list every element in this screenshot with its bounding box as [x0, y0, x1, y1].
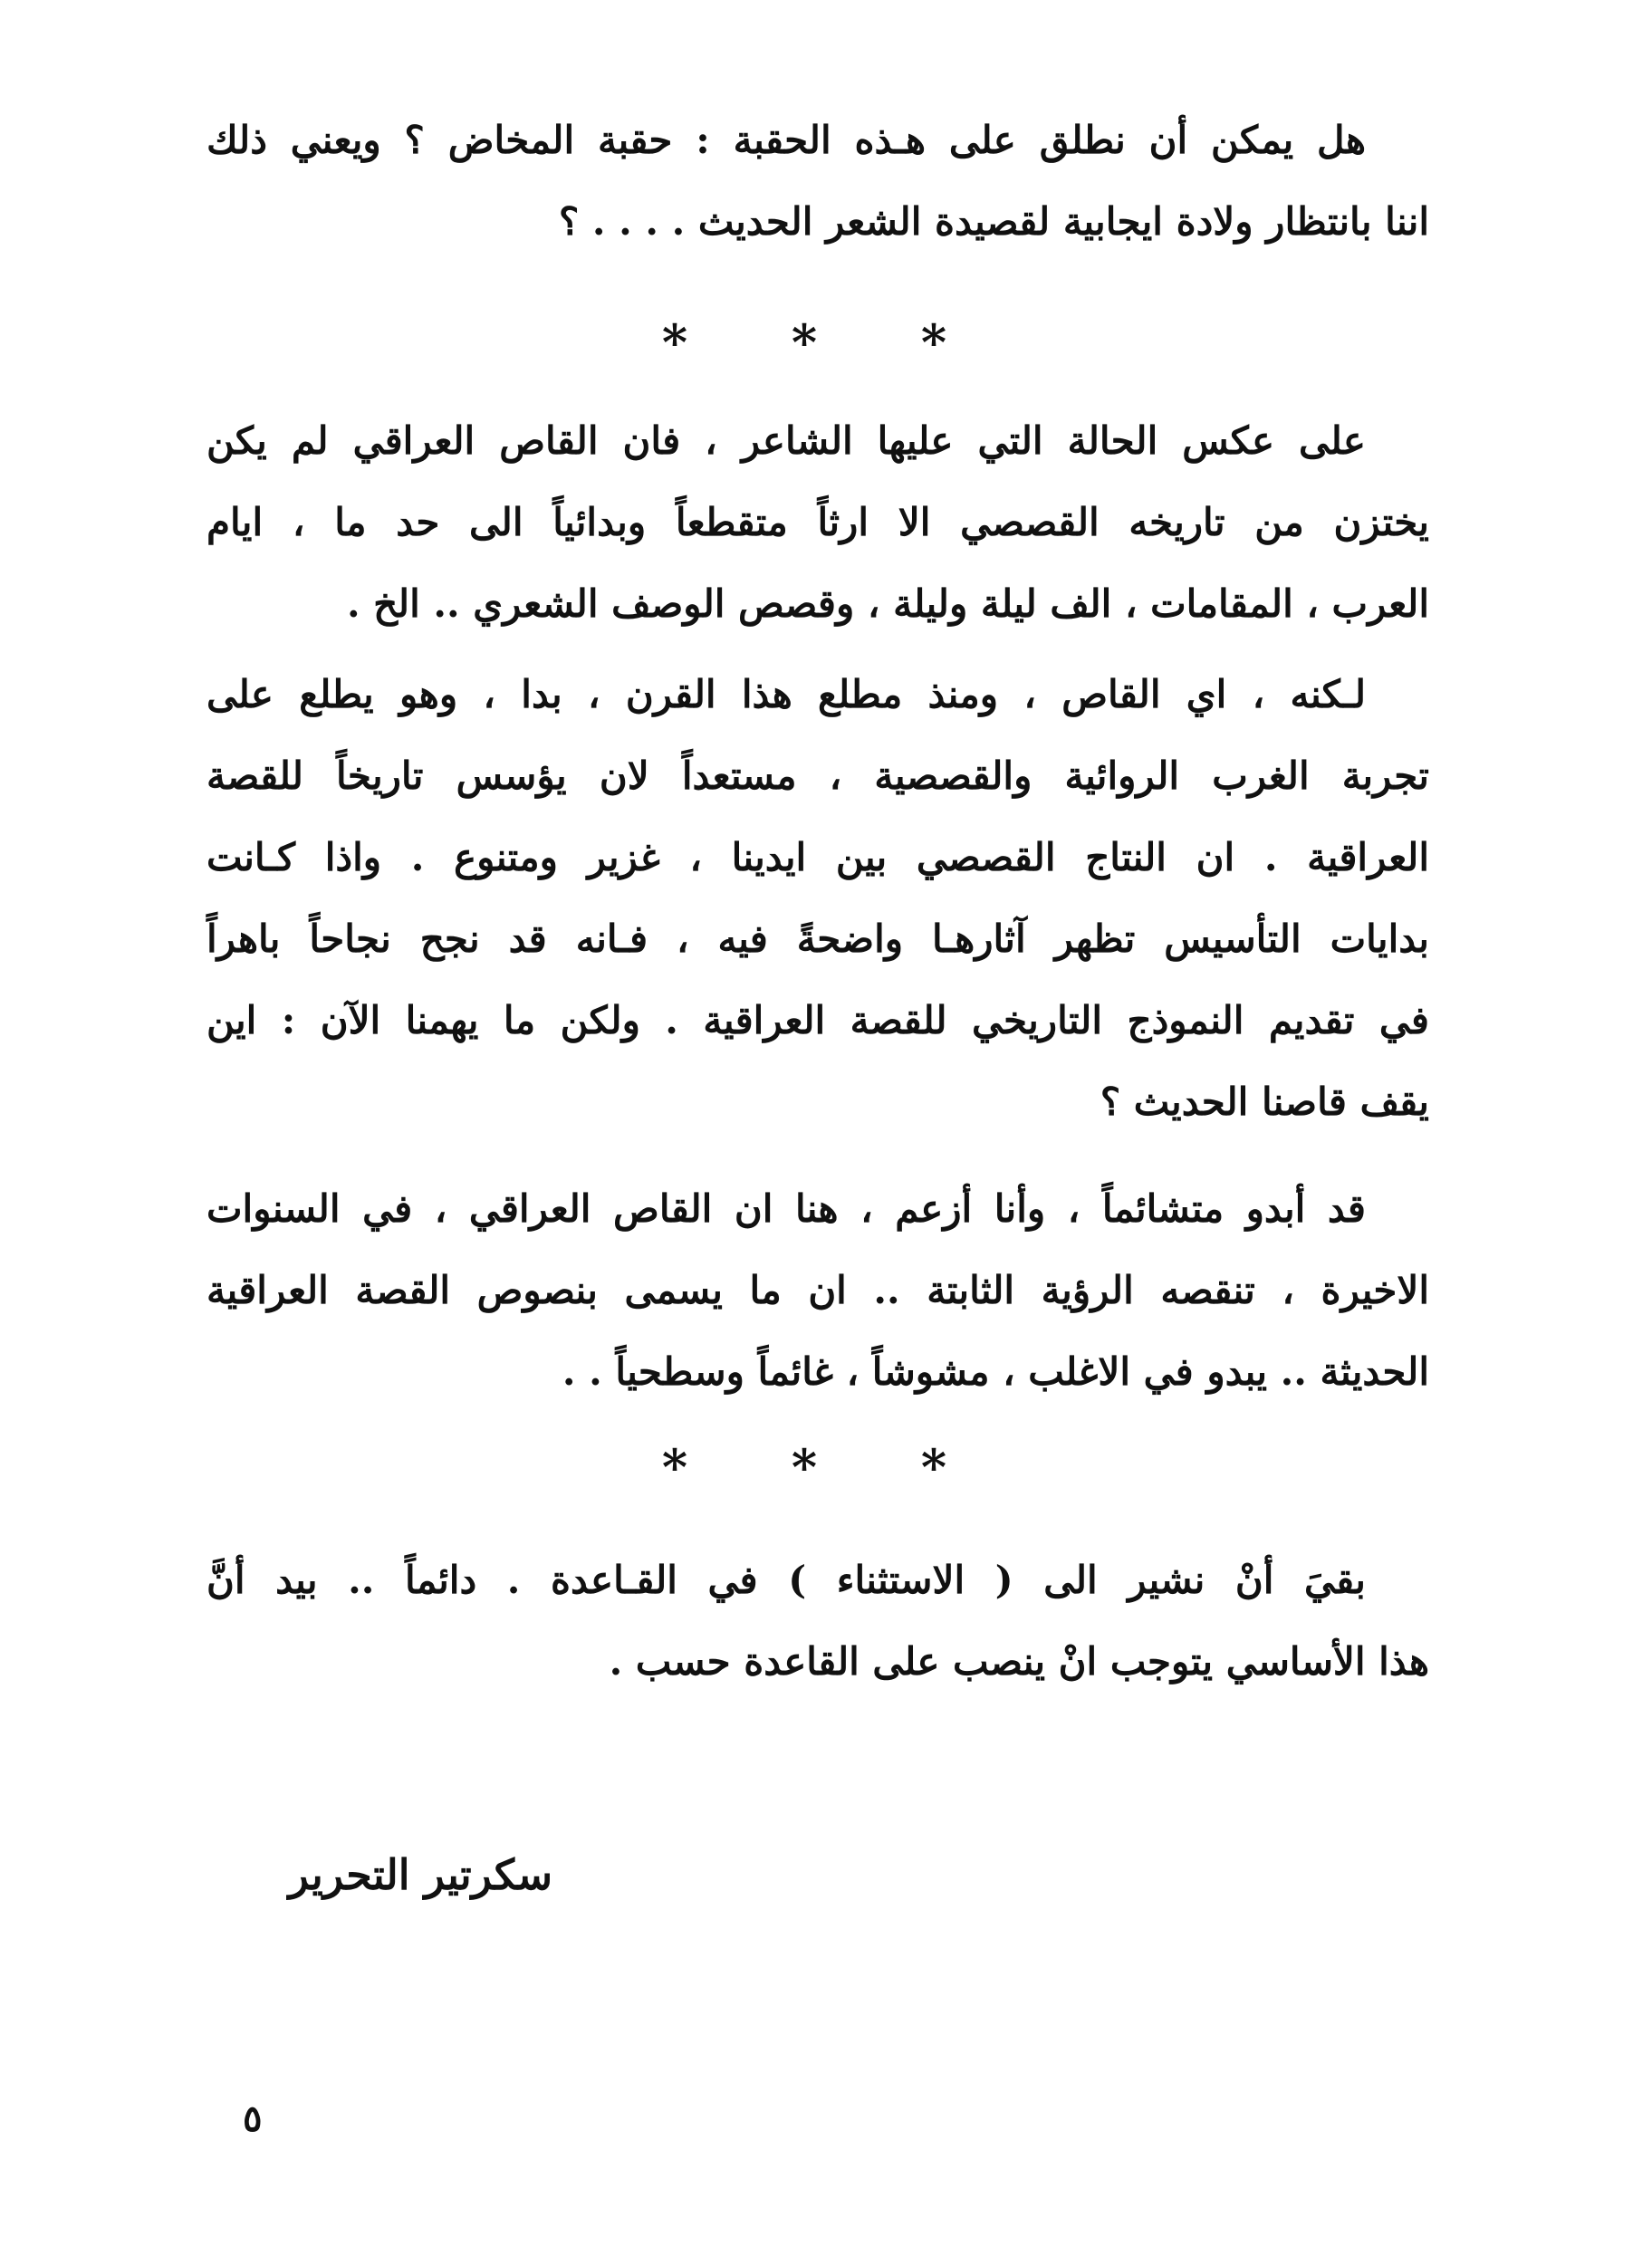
paragraph-line: العراقية . ان النتاج القصصي بين ايدينا ، غزير ومتنوع . واذا كـانت [206, 835, 1429, 879]
paragraph-3 [206, 654, 1429, 1143]
paragraph-4 [206, 1168, 1429, 1413]
paragraph-1 [206, 100, 1429, 263]
paragraph-5 [206, 1540, 1429, 1703]
paragraph-line: يختزن من تاريخه القصصي الا ارثاً متقطعاً وبدائياً الى حد ما ، ايام [206, 500, 1429, 544]
paragraph-line: تجربة الغرب الروائية والقصصية ، مستعداً لان يؤسس تاريخاً للقصة [206, 753, 1429, 798]
paragraph-line: الحديثة .. يبدو في الاغلب ، مشوشاً ، غائماً وسطحياً . . [562, 1349, 1429, 1394]
page-number: ٥ [243, 2097, 263, 2140]
paragraph-line: بدايات التأسيس تظهر آثارهـا واضحةً فيه ، فـانه قد نجح نجاحاً باهراً [206, 917, 1429, 961]
paragraph-line: هذا الأساسي يتوجب انْ ينصب على القاعدة حسب . [609, 1639, 1429, 1684]
signature: سكرتير التحرير [288, 1850, 552, 1899]
section-separator: * * * [661, 313, 991, 371]
paragraph-line: قد أبدو متشائماً ، وأنا أزعم ، هنا ان القاص العراقي ، في السنوات [206, 1186, 1366, 1231]
paragraph-line: هل يمكن أن نطلق على هـذه الحقبة : حقبة المخاض ؟ ويعني ذلك [206, 118, 1366, 162]
paragraph-line: الاخيرة ، تنقصه الرؤية الثابتة .. ان ما يسمى بنصوص القصة العراقية [206, 1268, 1429, 1312]
paragraph-line: اننا بانتظار ولادة ايجابية لقصيدة الشعر الحديث . . . . ؟ [558, 199, 1429, 244]
paragraph-line: على عكس الحالة التي عليها الشاعر ، فان القاص العراقي لم يكن [206, 418, 1366, 463]
paragraph-line: في تقديم النموذج التاريخي للقصة العراقية . ولكن ما يهمنا الآن : اين [206, 998, 1429, 1042]
section-separator: * * * [661, 1438, 991, 1496]
paragraph-line: العرب ، المقامات ، الف ليلة وليلة ، وقصص الوصف الشعري .. الخ . [346, 581, 1429, 626]
paragraph-line: لـكنه ، اي القاص ، ومنذ مطلع هذا القرن ، بدا ، وهو يطلع على [206, 672, 1366, 716]
paragraph-2 [206, 400, 1429, 645]
paragraph-line: يقف قاصنا الحديث ؟ [1100, 1080, 1429, 1124]
paragraph-line: بقيَ أنْ نشير الى ( الاستثناء ) في القـاعدة . دائماً .. بيد أنَّ [206, 1558, 1366, 1602]
